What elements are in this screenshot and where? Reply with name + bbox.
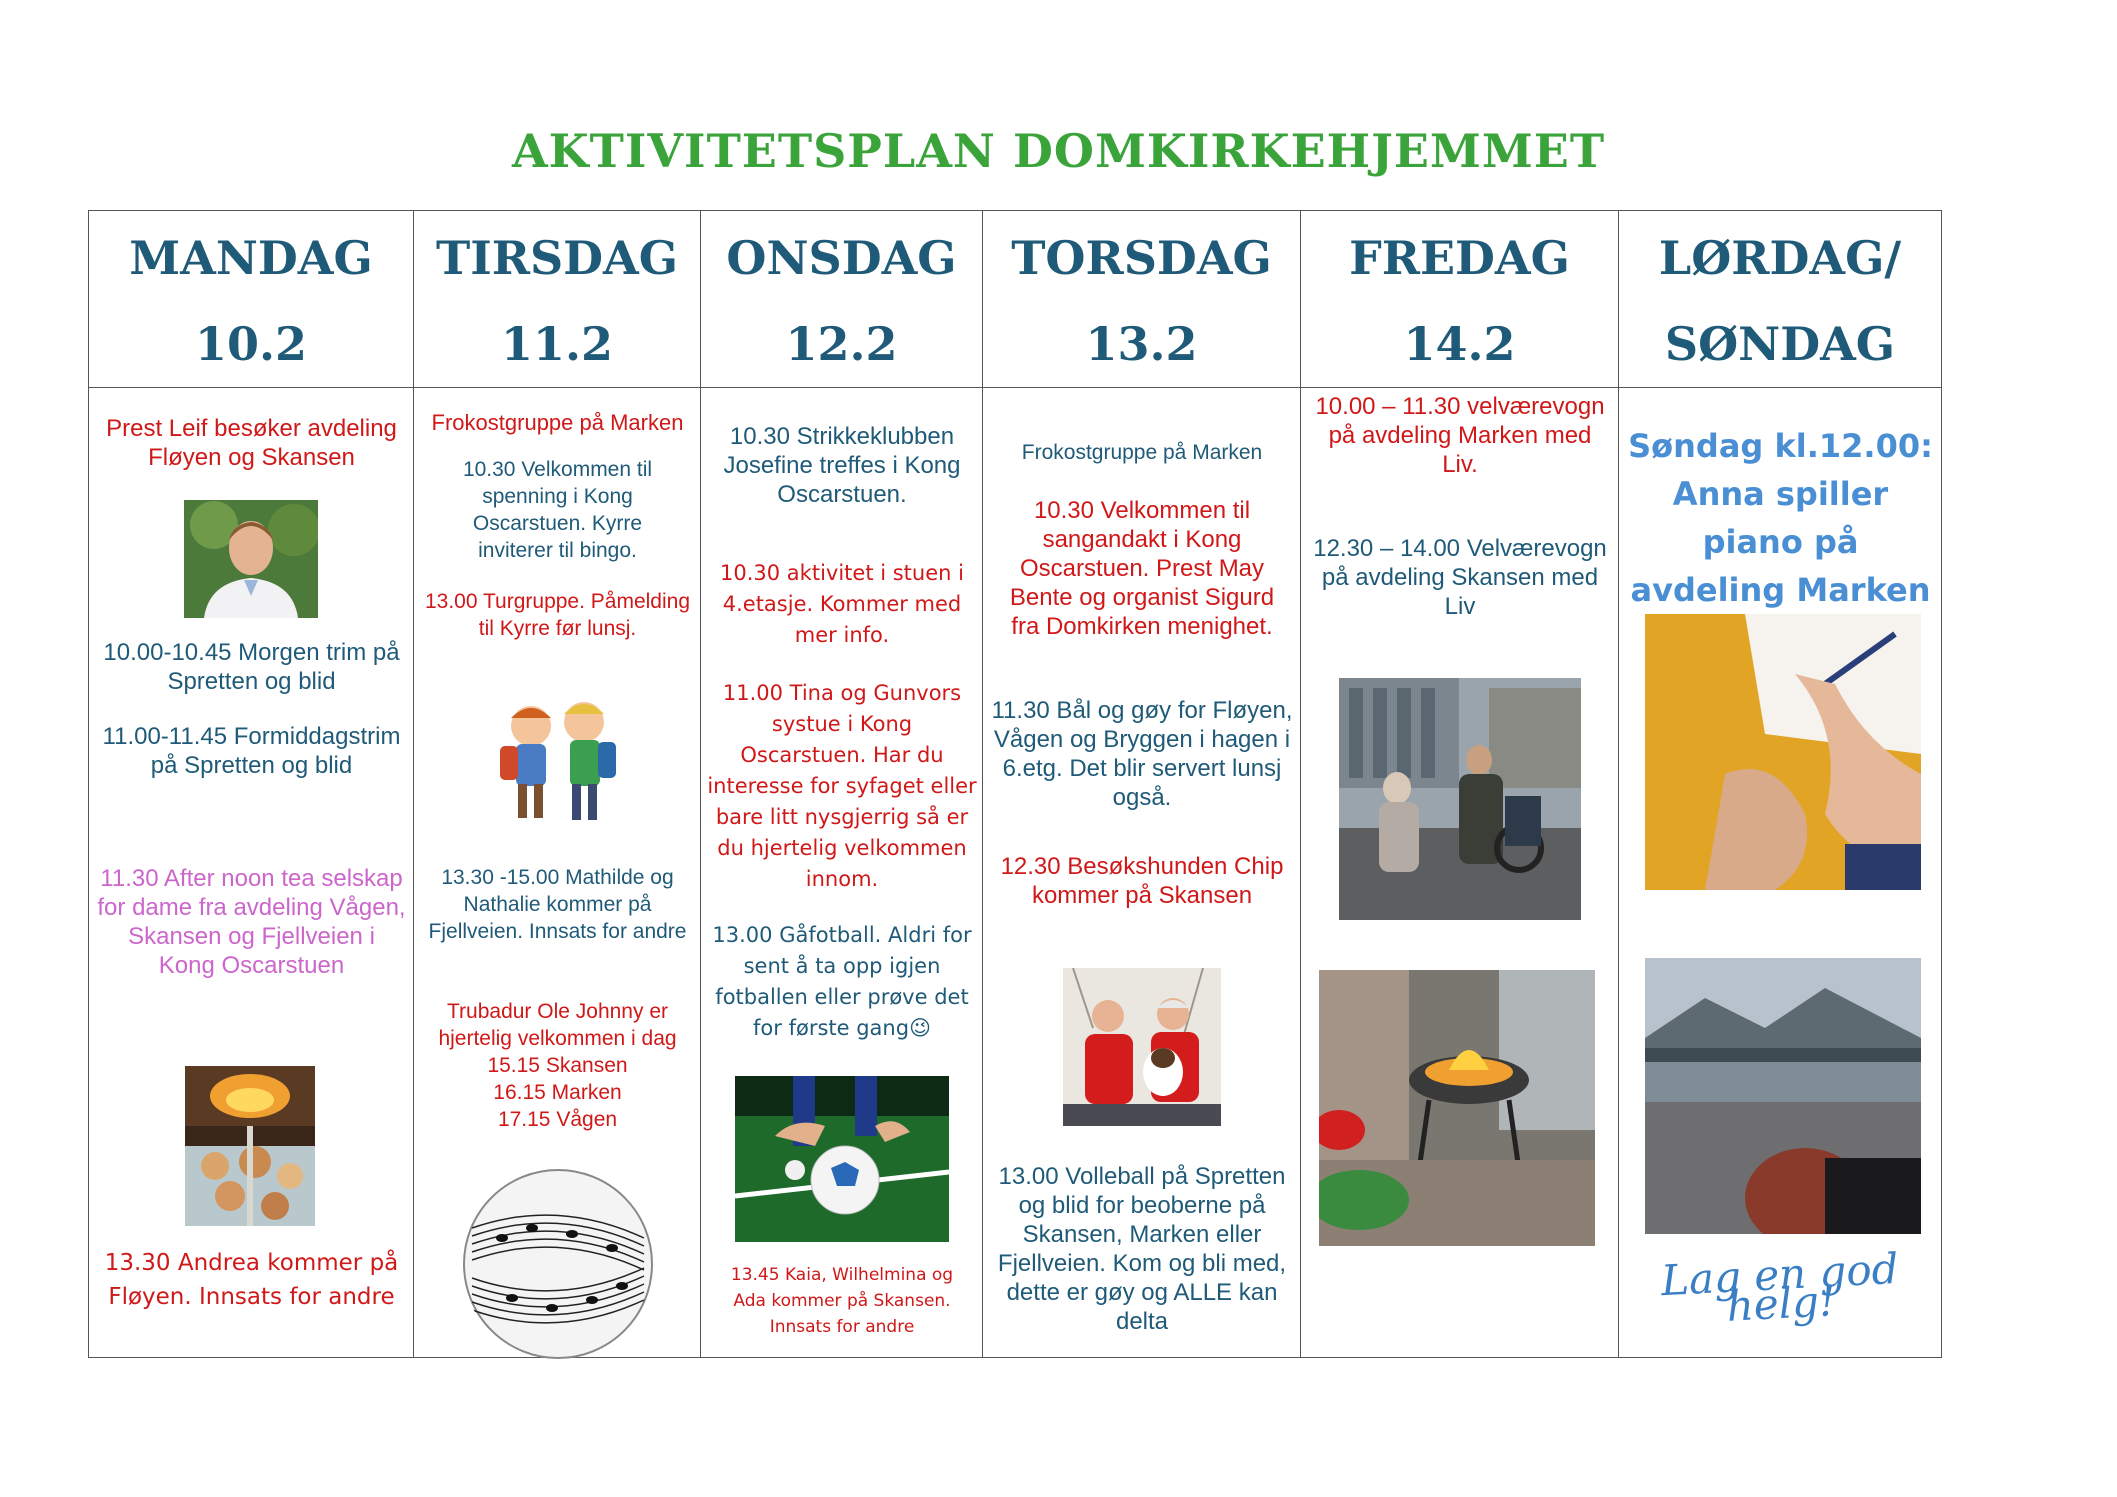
tirsdag-activity: 13.30 -15.00 Mathilde og Nathalie kommer på Fjellveien. Innsats for andre bbox=[428, 866, 687, 943]
priest-photo bbox=[184, 500, 318, 618]
tirsdag-activity: 10.30 Velkommen til spenning i Kong Oscarstuen. Kyrre inviterer til bingo. bbox=[462, 458, 653, 562]
torsdag-activity: 13.00 Volleball på Spretten og blid for beoberne på Skansen, Marken eller Fjellveien. Kom og bli med, dette er gøy og ALLE kan delta bbox=[997, 1163, 1287, 1335]
activity-table bbox=[88, 210, 1942, 1358]
mandag-activity: 11.30 After noon tea selskap for dame fra avdeling Vågen, Skansen og Fjellveien i Kong Oscarstuen bbox=[97, 865, 406, 979]
tirsdag-activity: 16.15 Marken bbox=[493, 1081, 622, 1104]
torsdag-activity: 12.30 Besøkshunden Chip kommer på Skansen bbox=[1000, 853, 1284, 909]
day-header-mandag: MANDAG 10.2 bbox=[89, 211, 414, 388]
onsdag-activity: 13.45 Kaia, Wilhelmina og Ada kommer på Skansen. Innsats for andre bbox=[730, 1265, 954, 1337]
tirsdag-column bbox=[414, 388, 701, 1358]
onsdag-activity: 10.30 aktivitet i stuen i 4.etasje. Kommer med mer info. bbox=[720, 561, 964, 647]
onsdag-activity: 11.00 Tina og Gunvors systue i Kong Oscarstuen. Har du interesse for syfaget eller bare litt nysgjerrig så er du hjertelig velkommen innom. bbox=[707, 681, 977, 891]
fredag-activity: 10.00 – 11.30 velværevogn på avdeling Marken med Liv. bbox=[1315, 393, 1605, 478]
hikers-illustration bbox=[486, 688, 624, 838]
tea-party-photo bbox=[185, 1066, 315, 1226]
onsdag-activity: 10.30 Strikkeklubben Josefine treffes i Kong Oscarstuen. bbox=[723, 423, 961, 508]
mandag-activity: 13.30 Andrea kommer på Fløyen. Innsats for andre bbox=[104, 1250, 399, 1310]
torsdag-activity: 10.30 Velkommen til sangandakt i Kong Oscarstuen. Prest May Bente og organist Sigurd fra Domkirken menighet. bbox=[1009, 497, 1275, 640]
page-title: AKTIVITETSPLAN DOMKIRKEHJEMMET bbox=[511, 124, 1606, 178]
therapy-dog-photo bbox=[1063, 968, 1221, 1126]
torsdag-activity: Frokostgruppe på Marken bbox=[1021, 441, 1263, 464]
bonfire-photo bbox=[1319, 970, 1595, 1246]
mandag-column bbox=[89, 388, 414, 1358]
day-header-tirsdag: TIRSDAG 11.2 bbox=[414, 211, 701, 388]
torsdag-activity: 11.30 Bål og gøy for Fløyen, Vågen og Bryggen i hagen i 6.etg. Det blir servert lunsj også. bbox=[991, 697, 1293, 811]
harbor-view-photo bbox=[1645, 958, 1921, 1234]
day-header-torsdag: TORSDAG 13.2 bbox=[983, 211, 1301, 388]
tirsdag-activity: Frokostgruppe på Marken bbox=[431, 410, 684, 435]
onsdag-activity: 13.00 Gåfotball. Aldri for sent å ta opp igjen fotballen eller prøve det for første gang😉 bbox=[712, 923, 972, 1040]
tirsdag-activity: 17.15 Vågen bbox=[497, 1108, 618, 1131]
fredag-activity: 12.30 – 14.00 Velværevogn på avdeling Skansen med Liv bbox=[1313, 535, 1607, 620]
helg-activity: Søndag kl.12.00: Anna spiller piano på avdeling Marken bbox=[1628, 427, 1933, 609]
courtyard-walk-photo bbox=[1339, 678, 1581, 920]
torsdag-column bbox=[983, 388, 1301, 1358]
fredag-column bbox=[1301, 388, 1619, 1358]
tirsdag-activity: 15.15 Skansen bbox=[487, 1054, 628, 1077]
day-header-helg: LØRDAG/ SØNDAG bbox=[1619, 211, 1942, 388]
mandag-activity: Prest Leif besøker avdeling Fløyen og Skansen bbox=[106, 415, 397, 471]
mandag-activity: 11.00-11.45 Formiddagstrim på Spretten og blid bbox=[102, 723, 401, 779]
onsdag-column bbox=[701, 388, 983, 1358]
header-row bbox=[89, 211, 1942, 388]
day-header-onsdag: ONSDAG 12.2 bbox=[701, 211, 983, 388]
music-notes-icon bbox=[462, 1168, 654, 1360]
activities-row bbox=[89, 388, 1942, 1358]
football-photo bbox=[735, 1076, 949, 1242]
piano-writing-photo bbox=[1645, 614, 1921, 890]
helg-greeting: Lag en god helg! bbox=[1659, 1243, 1900, 1331]
day-header-fredag: FREDAG 14.2 bbox=[1301, 211, 1619, 388]
tirsdag-activity: 13.00 Turgruppe. Påmelding til Kyrre før lunsj. bbox=[424, 590, 690, 640]
tirsdag-activity: Trubadur Ole Johnny er hjertelig velkommen i dag bbox=[438, 1000, 677, 1050]
mandag-activity: 10.00-10.45 Morgen trim på Spretten og blid bbox=[103, 639, 400, 695]
helg-column bbox=[1619, 388, 1942, 1358]
